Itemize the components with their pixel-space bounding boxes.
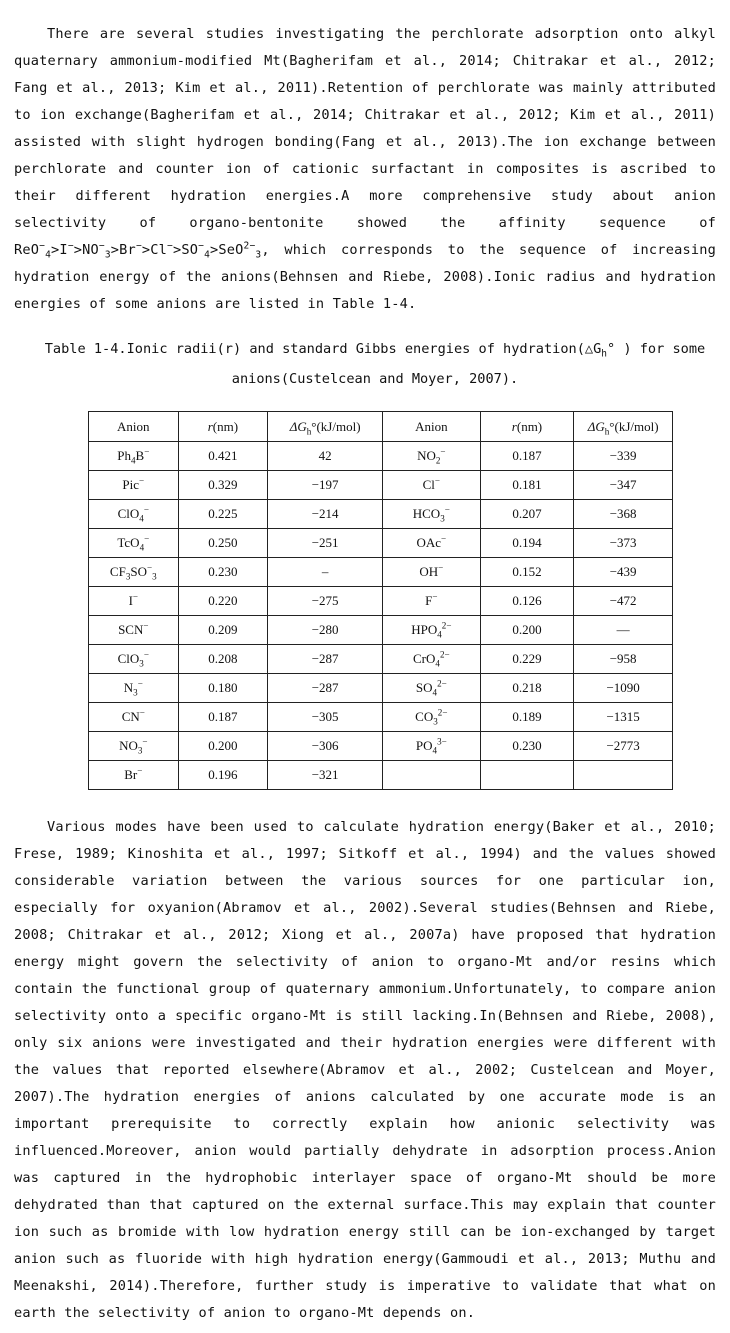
table-header-row (89, 412, 673, 442)
anion-cell: Cl− (383, 471, 481, 500)
gibbs-cell: −1090 (574, 674, 673, 703)
radius-cell: 0.230 (480, 732, 574, 761)
radius-cell: 0.196 (178, 761, 268, 790)
anion-cell: OAc− (383, 529, 481, 558)
anion-cell: I− (89, 587, 179, 616)
table-body (89, 442, 673, 790)
anion-cell: ClO$_4$− (89, 500, 179, 529)
anion-cell: TcO$_4$− (89, 529, 179, 558)
anion-cell: Br− (89, 761, 179, 790)
hydration-table (88, 411, 673, 790)
col-header-radius-2: r(nm) (480, 412, 574, 442)
paragraph-text: There are several studies investigating the perchlorate adsorption onto alkyl quaternary ammonium-modified Mt(Bagherifam et al., 2014; Chitrakar et al., 2012; Fang et al., 2013; Kim et al., 2011).Retention of perchlorate was mainly attributed to ion exchange(Bagherifam et al., 2014; Chitrakar et al., 2012; Kim et al., 2011) assisted with slight hydrogen bonding(Fang et al., 2013).The ion exchange between perchlorate and counter ion of cationic surfactant in composites is ascribed to their different hydration energies.A more comprehensive study about anion selectivity of organo-bentonite showed the affinity sequence of ReO (14, 26, 716, 258)
table-row (89, 471, 673, 500)
table-row (89, 587, 673, 616)
radius-cell (480, 761, 574, 790)
gibbs-cell: – (268, 558, 383, 587)
paragraph-text: Various modes have been used to calculate hydration energy(Baker et al., 2010; Frese, 1989; Kinoshita et al., 1997; Sitkoff et al., 1994) and the values showed considerable variation between the various sources for one particular ion, especially for oxyanion(Abramov et al., 2002).Several studies(Behnsen and Riebe, 2008; Chitrakar et al., 2012; Xiong et al., 2007a) have proposed that hydration energy might govern the selectivity of anion to organo-Mt and/or resins which contain the functional group of quaternary ammonium.Unfortunately, to compare anion selectivity onto a specific organo-Mt is still lacking.In(Behnsen and Riebe, 2008), only six anions were investigated and their hydration energies were different with the values that reported elsewhere(Abramov et al., 2002; Custelcean and Moyer, 2007).The hydration energies of anions calculated by one accurate mode is an important prerequisite to correctly explain how anionic selectivity was influenced.Moreover, anion would partially dehydrate in adsorption process.Anion was captured in the hydrophobic interlayer space of organo-Mt should be more dehydrated than that captured on the external surface.This may explain that counter ion such as bromide with low hydration energy still can be ion-exchanged by target anion such as fluoride with high hydration energy(Gammoudi et al., 2013; Muthu and Meenakshi, 2014).Therefore, further study is imperative to validate that what on earth the selectivity of anion to organo-Mt depends on. (14, 819, 716, 1321)
anion-cell: CrO$_4^{2-}$ (383, 645, 481, 674)
table-row (89, 703, 673, 732)
radius-cell: 0.152 (480, 558, 574, 587)
gibbs-cell: −439 (574, 558, 673, 587)
radius-cell: 0.230 (178, 558, 268, 587)
radius-cell: 0.329 (178, 471, 268, 500)
table-row (89, 442, 673, 471)
gibbs-cell: −2773 (574, 732, 673, 761)
table-caption: Table 1-4.Ionic radii(r) and standard Gibbs energies of $hydration(\triangle G_h^\circ$ ) for some anions(Custelcean and Moyer, 2007). (44, 341, 706, 387)
radius-cell: 0.200 (480, 616, 574, 645)
gibbs-cell: −306 (268, 732, 383, 761)
gibbs-cell: — (574, 616, 673, 645)
table-row (89, 616, 673, 645)
anion-cell: Pic− (89, 471, 179, 500)
col-header-gibbs: $\Delta G_h^\circ(kJ/mol)$ (268, 412, 383, 442)
anion-cell: $SO_4^{2-}$ (383, 674, 481, 703)
radius-cell: 0.200 (178, 732, 268, 761)
col-header-anion: Anion (89, 412, 179, 442)
gibbs-cell: −287 (268, 674, 383, 703)
radius-cell: 0.180 (178, 674, 268, 703)
anion-cell: $N_3^-$ (89, 674, 179, 703)
anion-cell: $NO_3^-$ (89, 732, 179, 761)
radius-cell: 0.208 (178, 645, 268, 674)
radius-cell: 0.209 (178, 616, 268, 645)
anion-cell (383, 761, 481, 790)
radius-cell: 0.207 (480, 500, 574, 529)
radius-cell: 0.194 (480, 529, 574, 558)
radius-cell: 0.126 (480, 587, 574, 616)
paragraph-discussion (14, 814, 716, 1327)
radius-cell: 0.250 (178, 529, 268, 558)
anion-cell: $NO_2^-$ (383, 442, 481, 471)
gibbs-cell: −368 (574, 500, 673, 529)
table-row (89, 761, 673, 790)
radius-cell: 0.421 (178, 442, 268, 471)
gibbs-cell: −280 (268, 616, 383, 645)
table-row (89, 732, 673, 761)
table-row (89, 558, 673, 587)
gibbs-cell: −1315 (574, 703, 673, 732)
anion-cell: CN− (89, 703, 179, 732)
radius-cell: 0.187 (480, 442, 574, 471)
table-row (89, 645, 673, 674)
anion-cell: $HCO_3^-$ (383, 500, 481, 529)
gibbs-cell: −305 (268, 703, 383, 732)
gibbs-cell: −287 (268, 645, 383, 674)
anion-cell: F− (383, 587, 481, 616)
anion-cell: $Ph_4B^-$ (89, 442, 179, 471)
radius-cell: 0.189 (480, 703, 574, 732)
gibbs-cell: −197 (268, 471, 383, 500)
gibbs-cell: −373 (574, 529, 673, 558)
col-header-radius: r(nm) (178, 412, 268, 442)
table-row (89, 674, 673, 703)
anion-cell: ClO$_3$− (89, 645, 179, 674)
gibbs-cell: −339 (574, 442, 673, 471)
col-header-gibbs-2: $\Delta G_h^\circ(kJ/mol)$ (574, 412, 673, 442)
gibbs-cell: 42 (268, 442, 383, 471)
anion-cell: OH− (383, 558, 481, 587)
anion-cell: SCN− (89, 616, 179, 645)
radius-cell: 0.220 (178, 587, 268, 616)
table-row (89, 500, 673, 529)
gibbs-cell: −321 (268, 761, 383, 790)
anion-cell: $HPO_4^{2-}$ (383, 616, 481, 645)
gibbs-cell: −275 (268, 587, 383, 616)
gibbs-cell: −347 (574, 471, 673, 500)
paragraph-intro: There are several studies investigating the perchlorate adsorption onto alkyl quaternary ammonium-modified Mt(Bagherifam et al., 2014; Chitrakar et al., 2012; Fang et al., 2013; Kim et al., 2011).Retention of perchlorate was mainly attributed to ion exchange(Bagherifam et al., 2014; Chitrakar et al., 2012; Kim et al., 2011) assisted with slight hydrogen bonding(Fang et al., 2013).The ion exchange between perchlorate and counter ion of cationic surfactant in composites is ascribed to their different hydration energies.A more comprehensive study about anion selectivity of organo-bentonite showed the affinity sequence of $ReO^-_4>I^->NO^-_3>Br^->Cl^->SO^-_4>SeO^{2-}_3$, which corresponds to the sequence of increasing hydration energy of the anions(Behnsen and Riebe, 2008).Ionic radius and hydration energies of some anions are listed in Table 1-4. (14, 26, 716, 312)
gibbs-cell: −958 (574, 645, 673, 674)
gibbs-cell (574, 761, 673, 790)
radius-cell: 0.181 (480, 471, 574, 500)
anion-cell: $CO_3^{2-}$ (383, 703, 481, 732)
radius-cell: 0.225 (178, 500, 268, 529)
radius-cell: 0.229 (480, 645, 574, 674)
gibbs-cell: −214 (268, 500, 383, 529)
anion-cell: $CF_3SO^-_3$ (89, 558, 179, 587)
gibbs-cell: −472 (574, 587, 673, 616)
radius-cell: 0.218 (480, 674, 574, 703)
table-row (89, 529, 673, 558)
radius-cell: 0.187 (178, 703, 268, 732)
anion-cell: $PO_4^{3-}$ (383, 732, 481, 761)
col-header-anion-2: Anion (383, 412, 481, 442)
gibbs-cell: −251 (268, 529, 383, 558)
